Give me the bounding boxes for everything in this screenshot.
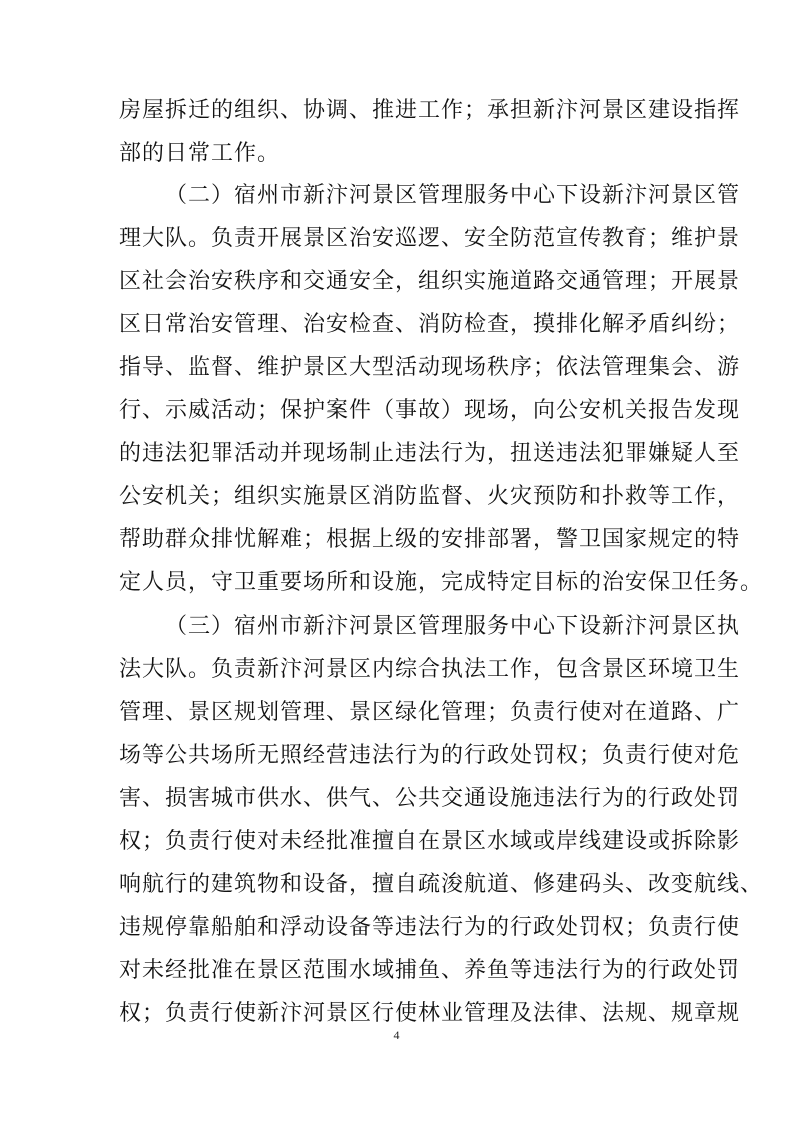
section-heading-line: （三）宿州市新汴河景区管理服务中心下设新汴河景区执: [165, 614, 741, 639]
text-line: 定人员，守卫重要场所和设施，完成特定目标的治安保卫任务。: [119, 570, 764, 595]
text-line: 理大队。负责开展景区治安巡逻、安全防范宣传教育；维护景: [119, 226, 741, 251]
page-number: 4: [393, 1028, 400, 1042]
section-heading-line: （二）宿州市新汴河景区管理服务中心下设新汴河景区管: [165, 183, 741, 208]
text-line: 管理、景区规划管理、景区绿化管理；负责行使对在道路、广: [119, 700, 741, 725]
text-line: 区日常治安管理、治安检查、消防检查，摸排化解矛盾纠纷；: [119, 312, 741, 337]
text-line: 区社会治安秩序和交通安全，组织实施道路交通管理；开展景: [119, 269, 741, 294]
text-line: 公安机关；组织实施景区消防监督、火灾预防和扑救等工作，: [119, 484, 741, 509]
text-line: 帮助群众排忧解难；根据上级的安排部署，警卫国家规定的特: [119, 527, 741, 552]
text-line: 的违法犯罪活动并现场制止违法行为，扭送违法犯罪嫌疑人至: [119, 441, 741, 466]
text-line: 响航行的建筑物和设备，擅自疏浚航道、修建码头、改变航线、: [119, 872, 764, 897]
text-line: 害、损害城市供水、供气、公共交通设施违法行为的行政处罚: [119, 786, 741, 811]
text-line: 权；负责行使新汴河景区行使林业管理及法律、法规、规章规: [119, 1001, 741, 1026]
text-line: 行、示威活动；保护案件（事故）现场，向公安机关报告发现: [119, 398, 741, 423]
text-line: 对未经批准在景区范围水域捕鱼、养鱼等违法行为的行政处罚: [119, 958, 741, 983]
text-line: 场等公共场所无照经营违法行为的行政处罚权；负责行使对危: [119, 743, 741, 768]
text-line: 指导、监督、维护景区大型活动现场秩序；依法管理集会、游: [119, 355, 741, 380]
text-line: 法大队。负责新汴河景区内综合执法工作，包含景区环境卫生: [119, 657, 741, 682]
text-line: 违规停靠船舶和浮动设备等违法行为的行政处罚权；负责行使: [119, 915, 741, 940]
text-line: 房屋拆迁的组织、协调、推进工作；承担新汴河景区建设指挥: [119, 98, 741, 123]
text-line: 部的日常工作。: [119, 141, 281, 166]
text-line: 权；负责行使对未经批准擅自在景区水域或岸线建设或拆除影: [119, 829, 741, 854]
